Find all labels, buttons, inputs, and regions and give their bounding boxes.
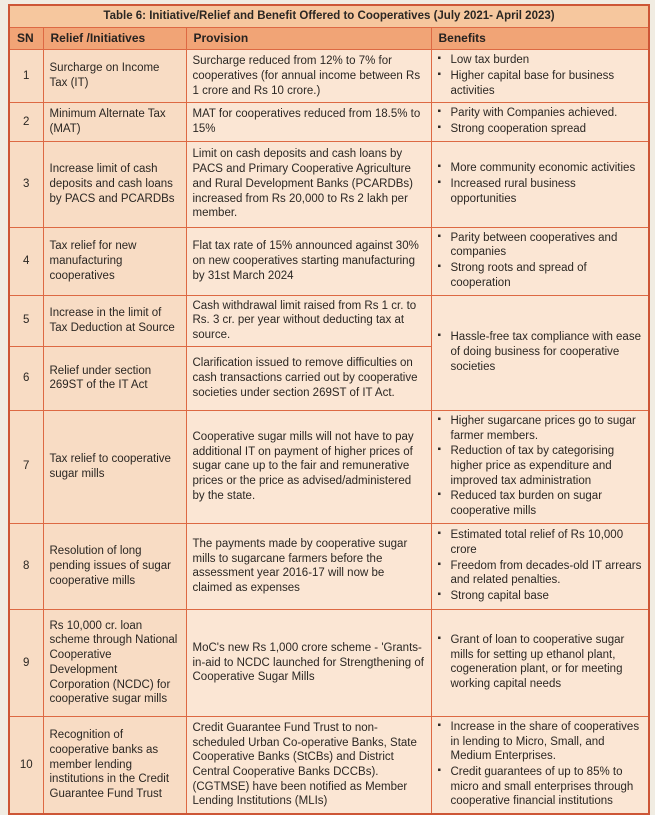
benefits-list — [438, 53, 643, 98]
sn-cell: 6 — [9, 346, 43, 410]
table-row — [9, 716, 649, 814]
benefits-list — [438, 633, 643, 692]
benefit-item: ▪ Estimated total relief of Rs 10,000 crore — [438, 528, 643, 557]
benefits-cell — [431, 523, 649, 609]
table-row — [9, 103, 649, 141]
relief-cell: Minimum Alternate Tax (MAT) — [43, 103, 186, 141]
benefit-item: ▪ Reduced tax burden on sugar cooperative mills — [438, 489, 643, 518]
provision-cell: Limit on cash deposits and cash loans by PACS and Primary Cooperative Agriculture and Rural Development Banks (PCARDBs) increased from Rs 20,000 to Rs 2 lakh per member. — [186, 141, 431, 227]
benefit-item: ▪ Strong roots and spread of cooperation — [438, 261, 643, 290]
sn-cell: 7 — [9, 410, 43, 523]
sn-cell: 2 — [9, 103, 43, 141]
column-header-sn: SN — [9, 27, 43, 49]
initiatives-benefits-table — [8, 4, 650, 815]
provision-cell: Credit Guarantee Fund Trust to non-scheduled Urban Co-operative Banks, State Cooperative Banks (StCBs) and District Central Cooperative Banks DCCBs). (CGTMSE) have been notified as Member Lending Institutions (MLIs) — [186, 716, 431, 814]
benefit-item: ▪ Low tax burden — [438, 53, 643, 68]
column-header-benefits: Benefits — [431, 27, 649, 49]
benefit-item: ▪ More community economic activities — [438, 161, 643, 176]
sn-cell: 1 — [9, 50, 43, 103]
sn-cell: 8 — [9, 523, 43, 609]
benefit-item: ▪ Hassle-free tax compliance with ease of doing business for cooperative societies — [438, 330, 643, 374]
sn-cell: 10 — [9, 716, 43, 814]
table-row — [9, 50, 649, 103]
benefit-item: ▪ Reduction of tax by categorising higher price as expenditure and improved tax administration — [438, 444, 643, 488]
sn-cell: 4 — [9, 227, 43, 295]
relief-cell: Tax relief to cooperative sugar mills — [43, 410, 186, 523]
table-row — [9, 609, 649, 716]
benefit-item: ▪ Higher capital base for business activities — [438, 69, 643, 98]
benefits-cell — [431, 227, 649, 295]
benefits-list — [438, 414, 643, 519]
column-header-relief: Relief /Initiatives — [43, 27, 186, 49]
benefit-item: ▪ Strong cooperation spread — [438, 122, 643, 137]
benefit-item: ▪ Credit guarantees of up to 85% to micro and small enterprises through cooperative financial institutions — [438, 765, 643, 809]
benefit-item: ▪ Increased rural business opportunities — [438, 177, 643, 206]
provision-cell: Flat tax rate of 15% announced against 30% on new cooperatives starting manufacturing by 31st March 2024 — [186, 227, 431, 295]
provision-cell: MAT for cooperatives reduced from 18.5% to 15% — [186, 103, 431, 141]
relief-cell: Surcharge on Income Tax (IT) — [43, 50, 186, 103]
provision-cell: The payments made by cooperative sugar mills to sugarcane farmers before the assessment year 2016-17 will now be claimed as expenses — [186, 523, 431, 609]
benefit-item: ▪ Parity with Companies achieved. — [438, 106, 643, 121]
benefits-cell — [431, 50, 649, 103]
table-title: Table 6: Initiative/Relief and Benefit Offered to Cooperatives (July 2021- April 2023) — [9, 5, 649, 27]
benefits-cell — [431, 141, 649, 227]
benefits-list — [438, 231, 643, 291]
sn-cell: 9 — [9, 609, 43, 716]
benefit-item: ▪ Freedom from decades-old IT arrears and related penalties. — [438, 559, 643, 588]
benefit-item: ▪ Strong capital base — [438, 589, 643, 604]
benefits-cell — [431, 410, 649, 523]
benefits-cell-merged — [431, 295, 649, 410]
benefit-item: ▪ Grant of loan to cooperative sugar mills for setting up ethanol plant, cogeneration plant, or for meeting working capital needs — [438, 633, 643, 692]
benefits-list — [438, 528, 643, 604]
table-header-row — [9, 27, 649, 49]
provision-cell: Cooperative sugar mills will not have to pay additional IT on payment of higher prices of sugar cane up to the fair and remunerative prices or the price as advised/administered by the state. — [186, 410, 431, 523]
relief-cell: Relief under section 269ST of the IT Act — [43, 346, 186, 410]
table-row — [9, 523, 649, 609]
provision-cell: Cash withdrawal limit raised from Rs 1 cr. to Rs. 3 cr. per year without deducting tax at source. — [186, 295, 431, 346]
sn-cell: 5 — [9, 295, 43, 346]
table-row — [9, 410, 649, 523]
benefit-item: ▪ Increase in the share of cooperatives in lending to Micro, Small, and Medium Enterprises. — [438, 720, 643, 764]
benefit-item: ▪ Parity between cooperatives and companies — [438, 231, 643, 260]
benefits-cell — [431, 103, 649, 141]
relief-cell: Tax relief for new manufacturing cooperatives — [43, 227, 186, 295]
benefits-list — [438, 106, 643, 136]
provision-cell: Surcharge reduced from 12% to 7% for cooperatives (for annual income between Rs 1 crore and Rs 10 crore.) — [186, 50, 431, 103]
table-row — [9, 227, 649, 295]
table-row — [9, 141, 649, 227]
relief-cell: Increase in the limit of Tax Deduction at Source — [43, 295, 186, 346]
provision-cell: Clarification issued to remove difficulties on cash transactions carried out by cooperative societies under section 269ST of IT Act. — [186, 346, 431, 410]
benefits-cell — [431, 609, 649, 716]
table-row — [9, 295, 649, 346]
benefit-item: ▪ Higher sugarcane prices go to sugar farmer members. — [438, 414, 643, 443]
sn-cell: 3 — [9, 141, 43, 227]
column-header-provision: Provision — [186, 27, 431, 49]
table-title-row — [9, 5, 649, 27]
relief-cell: Increase limit of cash deposits and cash loans by PACS and PCARDBs — [43, 141, 186, 227]
benefits-cell — [431, 716, 649, 814]
benefits-list — [438, 161, 643, 206]
benefits-list — [438, 330, 643, 374]
relief-cell: Rs 10,000 cr. loan scheme through National Cooperative Development Corporation (NCDC) for cooperative sugar mills — [43, 609, 186, 716]
relief-cell: Resolution of long pending issues of sugar cooperative mills — [43, 523, 186, 609]
provision-cell: MoC's new Rs 1,000 crore scheme - 'Grants-in-aid to NCDC launched for Strengthening of Cooperative Sugar Mills — [186, 609, 431, 716]
relief-cell: Recognition of cooperative banks as member lending institutions in the Credit Guarantee Fund Trust — [43, 716, 186, 814]
